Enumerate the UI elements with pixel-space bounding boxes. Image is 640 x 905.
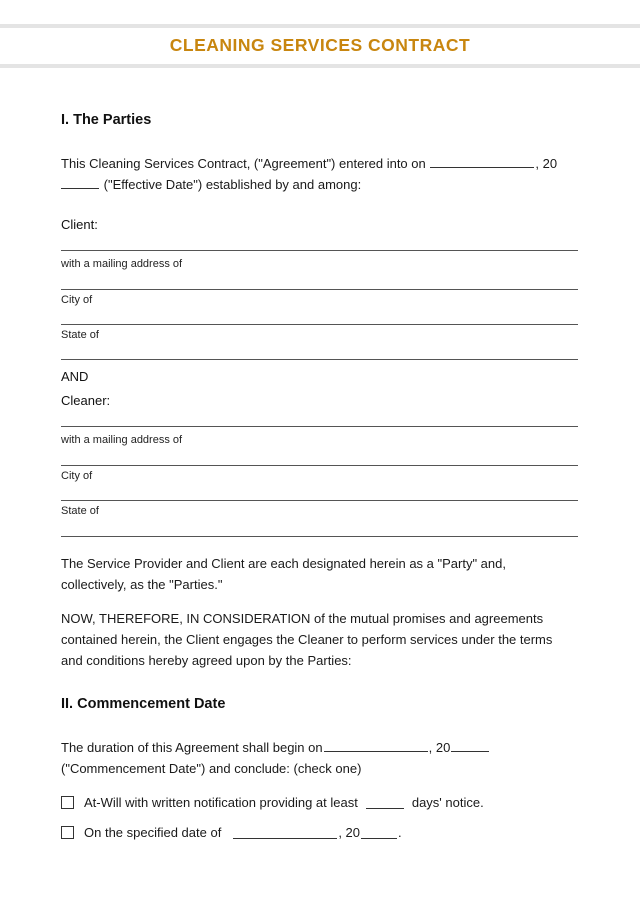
specified-date-text-mid: , 20 <box>338 825 360 840</box>
client-mailing-label: with a mailing address of <box>61 258 183 270</box>
at-will-text-before: At-Will with written notification providing at least <box>84 795 358 810</box>
cleaner-mailing-label: with a mailing address of <box>61 434 183 446</box>
header-band-bottom <box>0 64 640 68</box>
option-at-will <box>61 795 484 810</box>
client-state-line[interactable] <box>61 359 578 360</box>
specified-date-text-after: . <box>398 825 402 840</box>
intro-text-2: , 20 <box>535 156 558 171</box>
cleaner-city-line[interactable] <box>61 500 578 501</box>
end-date-blank[interactable] <box>233 827 337 839</box>
header-band-top <box>0 24 640 28</box>
cleaner-city-label: City of <box>61 470 93 482</box>
and-label: AND <box>61 369 89 384</box>
agreement-date-blank[interactable] <box>430 156 534 168</box>
commencement-date-blank[interactable] <box>324 740 428 752</box>
parties-paragraph: The Service Provider and Client are each designated herein as a "Party" and, collectively, as the "Parties." <box>61 556 506 592</box>
section-heading-commencement: II. Commencement Date <box>61 696 226 712</box>
intro-text-1: This Cleaning Services Contract, ("Agreement") entered into on <box>61 156 426 171</box>
cleaner-label: Cleaner: <box>61 393 111 408</box>
commencement-year-blank[interactable] <box>451 740 489 752</box>
intro-paragraph <box>61 153 581 195</box>
duration-text-1: The duration of this Agreement shall begin on <box>61 740 323 755</box>
notice-days-blank[interactable] <box>366 797 404 809</box>
end-year-blank[interactable] <box>361 827 397 839</box>
duration-text-3: ("Commencement Date") and conclude: (check one) <box>61 761 362 776</box>
option-specified-date <box>61 825 402 840</box>
cleaner-address-line[interactable] <box>61 465 578 466</box>
client-city-line[interactable] <box>61 324 578 325</box>
specified-date-checkbox[interactable] <box>61 826 74 839</box>
at-will-checkbox[interactable] <box>61 796 74 809</box>
document-title: CLEANING SERVICES CONTRACT <box>169 35 471 55</box>
duration-text-2: , 20 <box>428 740 451 755</box>
client-label: Client: <box>61 217 98 232</box>
client-name-line[interactable] <box>61 250 578 251</box>
cleaner-state-line[interactable] <box>61 536 578 537</box>
client-city-label: City of <box>61 294 93 306</box>
consideration-paragraph: NOW, THEREFORE, IN CONSIDERATION of the mutual promises and agreements contained herein, the Client engages the Cleaner to perform services under the terms and conditions hereby agreed upon by the Parties: <box>61 611 553 668</box>
client-state-label: State of <box>61 329 99 341</box>
cleaner-name-line[interactable] <box>61 426 578 427</box>
cleaner-state-label: State of <box>61 505 99 517</box>
duration-paragraph <box>61 737 581 779</box>
at-will-text-after: days' notice. <box>411 795 484 810</box>
specified-date-text-before: On the specified date of <box>84 825 222 840</box>
intro-text-3: ("Effective Date") established by and among: <box>103 177 362 192</box>
agreement-year-blank[interactable] <box>61 177 99 189</box>
section-heading-parties: I. The Parties <box>61 112 152 128</box>
client-address-line[interactable] <box>61 289 578 290</box>
